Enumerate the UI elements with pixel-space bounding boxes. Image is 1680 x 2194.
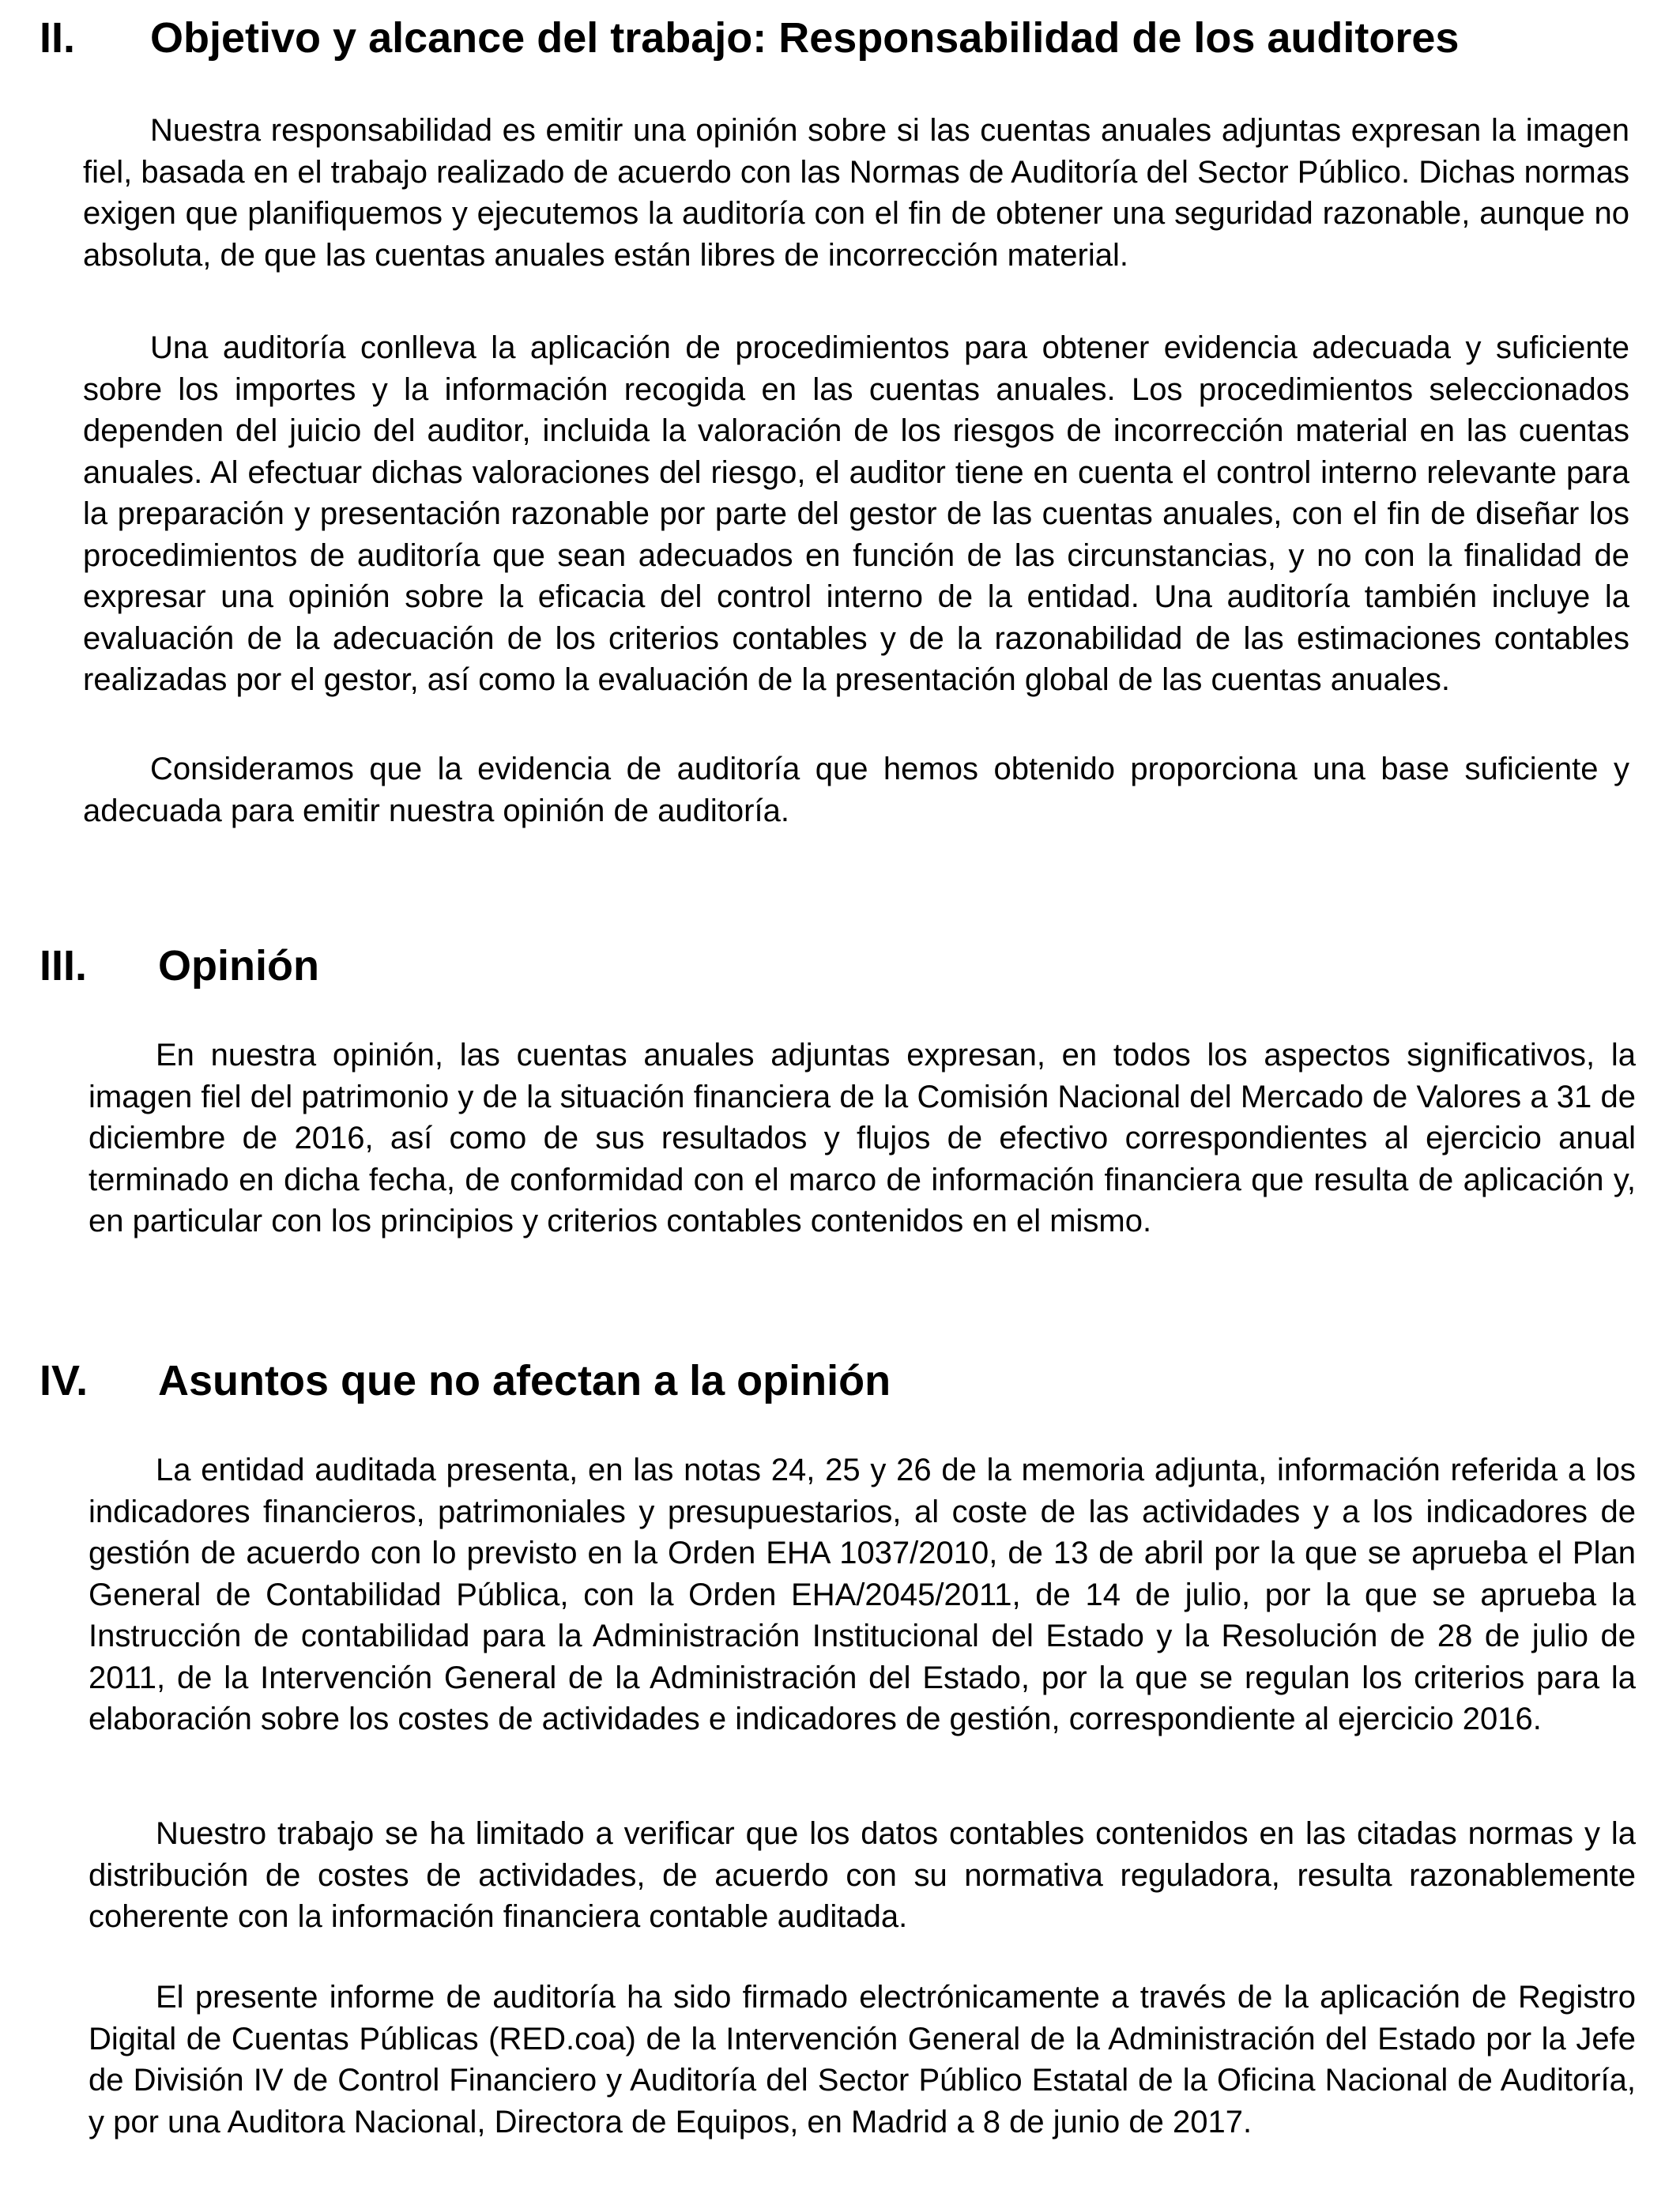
paragraph: Nuestra responsabilidad es emitir una opinión sobre si las cuentas anuales adjuntas expresan la imagen fiel, basada en el trabajo realizado de acuerdo con las Normas de Auditoría del Sector Público. Dichas normas exigen que planifiquemos y ejecutemos la auditoría con el fin de obtener una seguridad razonable, aunque no absoluta, de que las cuentas anuales están libres de incorrección material. (83, 113, 1629, 273)
section-number: III. (40, 942, 88, 990)
paragraph: En nuestra opinión, las cuentas anuales adjuntas expresan, en todos los aspectos significativos, la imagen fiel del patrimonio y de la situación financiera de la Comisión Nacional del Mercado de Valores a 31 de diciembre de 2016, así como de sus resultados y flujos de efectivo correspondientes al ejercicio anual terminado en dicha fecha, de conformidad con el marco de información financiera que resulta de aplicación y, en particular con los principios y criterios contables contenidos en el mismo. (89, 1038, 1636, 1238)
section-number: II. (40, 14, 76, 62)
paragraph: Una auditoría conlleva la aplicación de procedimientos para obtener evidencia adecuada y suficiente sobre los importes y la información recogida en las cuentas anuales. Los procedimientos seleccionados dependen del juicio del auditor, incluida la valoración de los riesgos de incorrección material en las cuentas anuales. Al efectuar dichas valoraciones del riesgo, el auditor tiene en cuenta el control interno relevante para la preparación y presentación razonable por parte del gestor de las cuentas anuales, con el fin de diseñar los procedimientos de auditoría que sean adecuados en función de las circunstancias, y no con la finalidad de expresar una opinión sobre la eficacia del control interno de la entidad. Una auditoría también incluye la evaluación de la adecuación de los criterios contables y de la razonabilidad de las estimaciones contables realizadas por el gestor, así como la evaluación de la presentación global de las cuentas anuales. (83, 330, 1629, 697)
section-number: IV. (40, 1357, 89, 1404)
paragraph: Nuestro trabajo se ha limitado a verificar que los datos contables contenidos en las citadas normas y la distribución de costes de actividades, de acuerdo con su normativa reguladora, resulta razonablemente coherente con la información financiera contable auditada. (89, 1816, 1636, 1934)
section-title: Opinión (158, 942, 319, 990)
paragraph: El presente informe de auditoría ha sido firmado electrónicamente a través de la aplicación de Registro Digital de Cuentas Públicas (RED.coa) de la Intervención General de la Administración del Estado por la Jefe de División IV de Control Financiero y Auditoría del Sector Público Estatal de la Oficina Nacional de Auditoría, y por una Auditora Nacional, Directora de Equipos, en Madrid a 8 de junio de 2017. (89, 1980, 1636, 2139)
paragraph: Consideramos que la evidencia de auditoría que hemos obtenido proporciona una base suficiente y adecuada para emitir nuestra opinión de auditoría. (83, 752, 1629, 828)
paragraph: La entidad auditada presenta, en las notas 24, 25 y 26 de la memoria adjunta, información referida a los indicadores financieros, patrimoniales y presupuestarios, al coste de las actividades y a los indicadores de gestión de acuerdo con lo previsto en la Orden EHA 1037/2010, de 13 de abril por la que se aprueba el Plan General de Contabilidad Pública, con la Orden EHA/2045/2011, de 14 de julio, por la que se aprueba la Instrucción de contabilidad para la Administración Institucional del Estado y la Resolución de 28 de julio de 2011, de la Intervención General de la Administración del Estado, por la que se regulan los criterios para la elaboración sobre los costes de actividades e indicadores de gestión, correspondiente al ejercicio 2016. (89, 1453, 1636, 1736)
section-title: Objetivo y alcance del trabajo: Responsabilidad de los auditores (150, 14, 1460, 62)
section-title: Asuntos que no afectan a la opinión (158, 1357, 891, 1404)
